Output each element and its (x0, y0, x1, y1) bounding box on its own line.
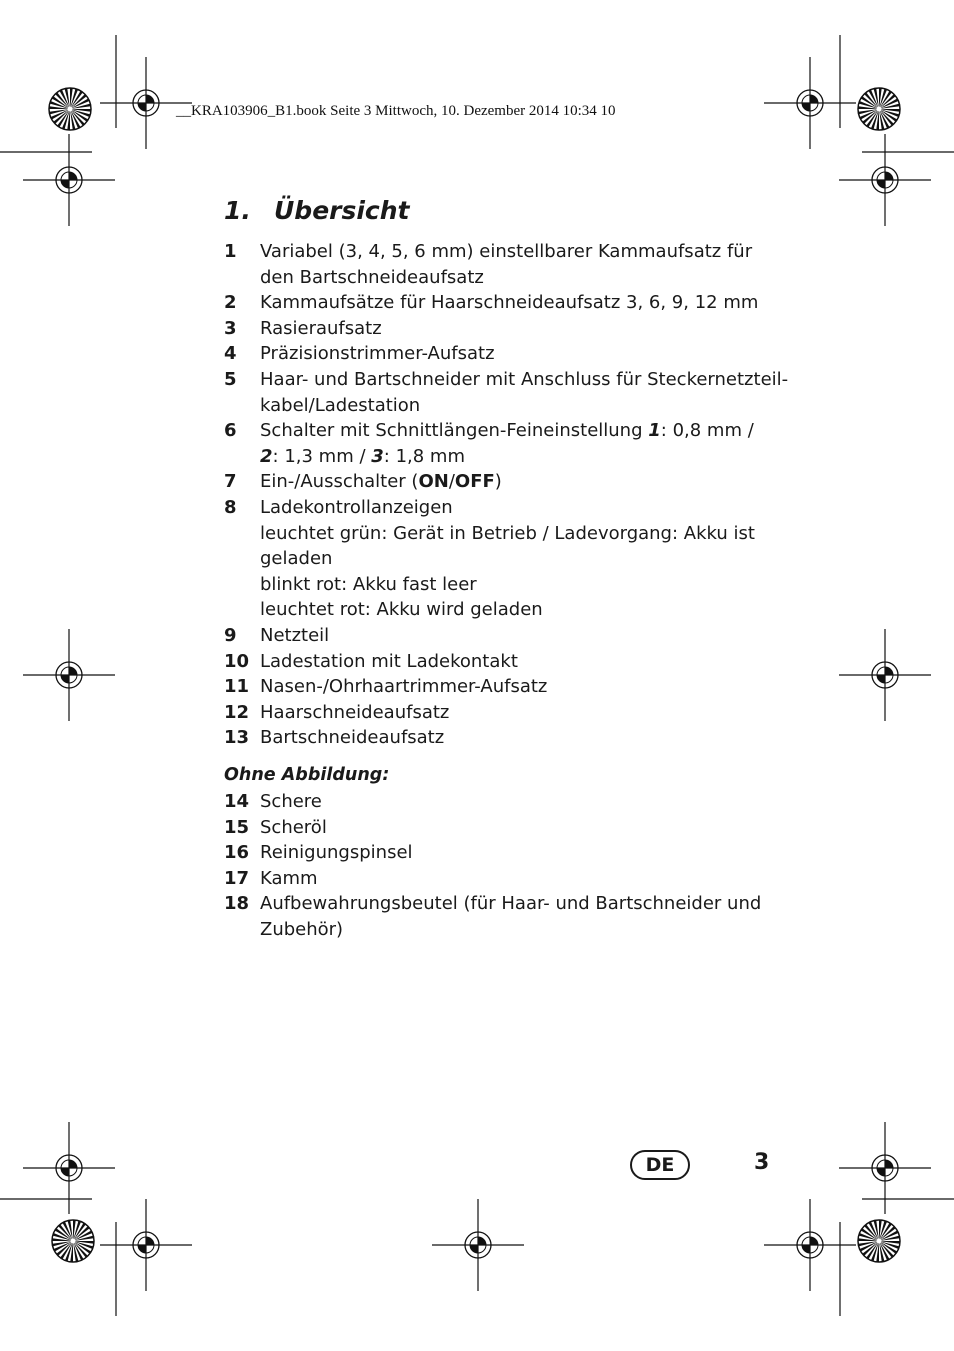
list-item (224, 725, 784, 751)
item-line: Rasieraufsatz (260, 317, 382, 339)
parts-list (224, 239, 789, 751)
off-label: OFF (454, 471, 495, 493)
item-number: 8 (224, 496, 237, 518)
section-number: 1. (224, 196, 251, 225)
item-text (260, 367, 788, 418)
item-line: Ladekontrollanzeigen (260, 496, 453, 518)
list-item (224, 866, 784, 892)
starburst-center (877, 1239, 882, 1244)
starburst-center (68, 107, 73, 112)
item-line (260, 469, 784, 495)
setting-ref: 1 (648, 420, 661, 442)
item-line-text: : 1,3 mm / (272, 445, 372, 467)
item-text (260, 290, 784, 316)
item-line: Nasen-/Ohrhaartrimmer-Aufsatz (260, 676, 548, 698)
list-item (224, 367, 789, 418)
list-item (224, 891, 784, 942)
item-text (260, 623, 784, 649)
item-number: 2 (224, 292, 237, 314)
item-number: 17 (224, 867, 250, 889)
without-illustration-heading: Ohne Abbildung: (224, 765, 390, 785)
list-item (224, 290, 784, 316)
item-line: Ladestation mit Ladekontakt (260, 650, 518, 672)
item-number: 18 (224, 893, 250, 915)
item-number: 12 (224, 701, 250, 723)
language-badge (630, 1150, 690, 1180)
item-line-text: : 1,8 mm (383, 445, 465, 467)
item-number: 14 (224, 791, 250, 812)
starburst-center (877, 107, 882, 112)
item-number: 11 (224, 676, 250, 698)
item-line-text: : 0,8 mm / (660, 420, 754, 442)
list-item (224, 239, 784, 290)
item-number: 5 (224, 368, 237, 390)
item-text (260, 700, 784, 726)
item-line: Präzisionstrimmer-Aufsatz (260, 343, 495, 365)
list-item (224, 316, 784, 342)
section-title (224, 196, 410, 225)
item-line: Kammaufsätze für Haarschneideaufsatz 3, 6, 9, 12 mm (260, 292, 759, 314)
language-code: DE (645, 1153, 675, 1176)
item-line-text: ) (494, 471, 502, 493)
item-line: leuchtet rot: Akku wird geladen (260, 599, 543, 621)
list-item (224, 341, 784, 367)
accessories-list (224, 789, 784, 943)
item-text (260, 674, 784, 700)
item-line: Zubehör) (260, 918, 344, 940)
item-line-text: Ein-/Ausschalter ( (260, 471, 419, 493)
book-file-info: __KRA103906_B1.book Seite 3 Mittwoch, 10. Dezember 2014 10:34 10 (176, 103, 616, 119)
item-text (260, 891, 784, 942)
item-number: 9 (224, 624, 237, 646)
item-line (260, 418, 784, 444)
setting-ref: 2 (260, 445, 273, 467)
item-line: Kamm (260, 867, 318, 889)
item-number: 4 (224, 343, 237, 365)
item-number: 15 (224, 816, 250, 838)
list-item (224, 469, 784, 495)
item-text (260, 649, 784, 675)
item-number: 13 (224, 727, 250, 749)
item-line: Netzteil (260, 624, 330, 646)
starburst-center (71, 1239, 76, 1244)
item-text (260, 840, 784, 866)
list-item (224, 789, 784, 815)
item-text (260, 341, 784, 367)
item-line: Aufbewahrungsbeutel (für Haar- und Bartschneider und (260, 893, 762, 915)
item-number: 7 (224, 471, 237, 493)
item-number: 3 (224, 317, 237, 339)
item-line: Haar- und Bartschneider mit Anschluss für Steckernetzteil- (260, 368, 789, 390)
item-line: Variabel (3, 4, 5, 6 mm) einstellbarer Kammaufsatz für (260, 241, 753, 262)
on-label: ON (418, 471, 449, 493)
list-item (224, 815, 784, 841)
list-item (224, 649, 784, 675)
section-title-text: Übersicht (274, 196, 410, 225)
item-text (260, 725, 784, 751)
item-text (260, 418, 784, 469)
list-item (224, 700, 784, 726)
list-item (224, 840, 784, 866)
item-line: geladen (260, 548, 333, 570)
item-number: 10 (224, 650, 250, 672)
item-text (260, 866, 784, 892)
list-item (224, 623, 784, 649)
item-line-text: / (448, 471, 455, 493)
item-line: leuchtet grün: Gerät in Betrieb / Ladevorgang: Akku ist (260, 522, 755, 544)
item-line: Bartschneideaufsatz (260, 727, 445, 749)
item-text (260, 495, 784, 623)
item-number: 16 (224, 842, 250, 864)
list-item (224, 674, 784, 700)
item-line: den Bartschneideaufsatz (260, 266, 484, 288)
item-text (260, 239, 784, 290)
item-text (260, 789, 784, 815)
item-line: Schere (260, 791, 322, 812)
item-line: Haarschneideaufsatz (260, 701, 450, 723)
item-line-text: Schalter mit Schnittlängen-Feineinstellung (260, 420, 649, 442)
item-text (260, 815, 784, 841)
page-number: 3 (754, 1150, 770, 1175)
item-number: 6 (224, 420, 237, 442)
item-line: kabel/Ladestation (260, 394, 421, 416)
item-line: blinkt rot: Akku fast leer (260, 573, 477, 595)
item-text (260, 469, 784, 495)
list-item (224, 418, 784, 469)
setting-ref: 3 (371, 445, 384, 467)
item-number: 1 (224, 241, 237, 262)
item-line: Reinigungspinsel (260, 842, 413, 864)
item-line (260, 444, 784, 470)
item-text (260, 316, 784, 342)
list-item (224, 495, 784, 623)
item-line: Scheröl (260, 816, 327, 838)
